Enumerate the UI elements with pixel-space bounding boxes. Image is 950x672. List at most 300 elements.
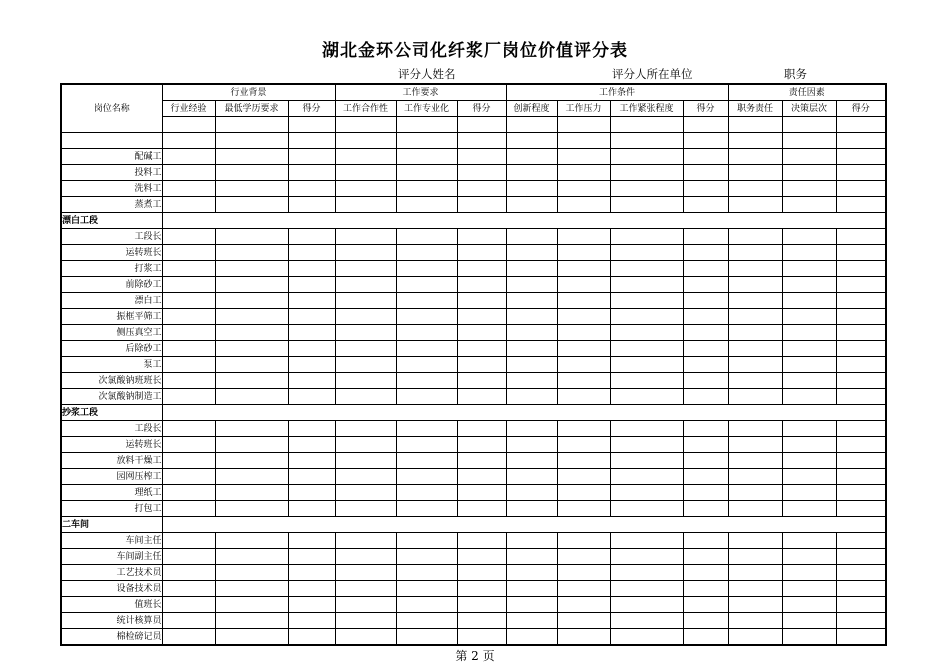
score-cell[interactable] [506,293,557,309]
score-cell[interactable] [782,613,836,629]
score-cell[interactable] [162,533,215,549]
score-cell[interactable] [162,501,215,517]
score-cell[interactable] [610,165,683,181]
score-cell[interactable] [557,165,610,181]
score-cell[interactable] [288,389,335,405]
score-cell[interactable] [557,149,610,165]
score-cell[interactable] [215,485,288,501]
score-cell[interactable] [396,437,457,453]
score-cell[interactable] [288,229,335,245]
score-cell[interactable] [683,501,728,517]
score-cell[interactable] [215,533,288,549]
score-cell[interactable] [215,245,288,261]
score-cell[interactable] [506,597,557,613]
score-cell[interactable] [782,165,836,181]
score-cell[interactable] [215,293,288,309]
score-cell[interactable] [683,421,728,437]
score-cell[interactable] [836,613,886,629]
score-cell[interactable] [457,245,506,261]
score-cell[interactable] [162,373,215,389]
score-cell[interactable] [683,629,728,646]
score-cell[interactable] [683,293,728,309]
score-cell[interactable] [683,261,728,277]
score-cell[interactable] [457,453,506,469]
score-cell[interactable] [506,245,557,261]
score-cell[interactable] [396,581,457,597]
score-cell[interactable] [782,629,836,646]
score-cell[interactable] [610,245,683,261]
score-cell[interactable] [728,501,782,517]
score-cell[interactable] [288,197,335,213]
score-cell[interactable] [836,565,886,581]
score-cell[interactable] [457,325,506,341]
score-cell[interactable] [610,325,683,341]
score-cell[interactable] [288,485,335,501]
score-cell[interactable] [557,581,610,597]
score-cell[interactable] [288,181,335,197]
score-cell[interactable] [610,597,683,613]
score-cell[interactable] [782,485,836,501]
score-cell[interactable] [288,325,335,341]
score-cell[interactable] [728,133,782,149]
score-cell[interactable] [836,437,886,453]
score-cell[interactable] [335,149,396,165]
score-cell[interactable] [610,549,683,565]
score-cell[interactable] [836,181,886,197]
score-cell[interactable] [836,165,886,181]
score-cell[interactable] [288,133,335,149]
score-cell[interactable] [728,597,782,613]
score-cell[interactable] [335,133,396,149]
score-cell[interactable] [162,325,215,341]
score-cell[interactable] [506,565,557,581]
score-cell[interactable] [728,357,782,373]
score-cell[interactable] [728,325,782,341]
score-cell[interactable] [288,437,335,453]
score-cell[interactable] [557,629,610,646]
score-cell[interactable] [335,245,396,261]
score-cell[interactable] [396,229,457,245]
score-cell[interactable] [457,341,506,357]
score-cell[interactable] [557,469,610,485]
score-cell[interactable] [836,581,886,597]
score-cell[interactable] [396,485,457,501]
score-cell[interactable] [728,437,782,453]
score-cell[interactable] [557,533,610,549]
score-cell[interactable] [457,133,506,149]
score-cell[interactable] [162,197,215,213]
score-cell[interactable] [288,245,335,261]
score-cell[interactable] [215,277,288,293]
score-cell[interactable] [728,453,782,469]
score-cell[interactable] [506,133,557,149]
score-cell[interactable] [683,389,728,405]
score-cell[interactable] [457,261,506,277]
score-cell[interactable] [162,453,215,469]
score-cell[interactable] [683,229,728,245]
score-cell[interactable] [288,277,335,293]
score-cell[interactable] [288,165,335,181]
score-cell[interactable] [396,309,457,325]
score-cell[interactable] [396,597,457,613]
score-cell[interactable] [683,597,728,613]
score-cell[interactable] [396,133,457,149]
score-cell[interactable] [782,197,836,213]
score-cell[interactable] [836,277,886,293]
score-cell[interactable] [557,501,610,517]
score-cell[interactable] [782,133,836,149]
score-cell[interactable] [215,549,288,565]
score-cell[interactable] [396,453,457,469]
score-cell[interactable] [782,533,836,549]
score-cell[interactable] [683,485,728,501]
score-cell[interactable] [335,197,396,213]
score-cell[interactable] [610,261,683,277]
score-cell[interactable] [162,389,215,405]
score-cell[interactable] [557,613,610,629]
score-cell[interactable] [782,293,836,309]
score-cell[interactable] [457,197,506,213]
score-cell[interactable] [557,453,610,469]
score-cell[interactable] [728,229,782,245]
score-cell[interactable] [557,325,610,341]
score-cell[interactable] [215,581,288,597]
score-cell[interactable] [557,277,610,293]
score-cell[interactable] [728,165,782,181]
score-cell[interactable] [457,613,506,629]
score-cell[interactable] [215,133,288,149]
score-cell[interactable] [782,341,836,357]
score-cell[interactable] [457,421,506,437]
score-cell[interactable] [683,613,728,629]
score-cell[interactable] [610,149,683,165]
score-cell[interactable] [457,485,506,501]
score-cell[interactable] [162,565,215,581]
score-cell[interactable] [162,133,215,149]
score-cell[interactable] [782,469,836,485]
score-cell[interactable] [506,325,557,341]
score-cell[interactable] [506,437,557,453]
score-cell[interactable] [288,453,335,469]
score-cell[interactable] [728,389,782,405]
score-cell[interactable] [162,437,215,453]
score-cell[interactable] [457,293,506,309]
score-cell[interactable] [506,613,557,629]
score-cell[interactable] [506,581,557,597]
score-cell[interactable] [396,357,457,373]
score-cell[interactable] [728,149,782,165]
score-cell[interactable] [557,261,610,277]
score-cell[interactable] [288,309,335,325]
score-cell[interactable] [683,245,728,261]
score-cell[interactable] [836,325,886,341]
score-cell[interactable] [335,485,396,501]
score-cell[interactable] [215,501,288,517]
score-cell[interactable] [506,341,557,357]
score-cell[interactable] [683,437,728,453]
score-cell[interactable] [162,421,215,437]
score-cell[interactable] [215,389,288,405]
score-cell[interactable] [557,229,610,245]
score-cell[interactable] [215,165,288,181]
score-cell[interactable] [683,309,728,325]
score-cell[interactable] [288,581,335,597]
score-cell[interactable] [782,501,836,517]
score-cell[interactable] [162,485,215,501]
score-cell[interactable] [728,629,782,646]
score-cell[interactable] [288,597,335,613]
score-cell[interactable] [557,197,610,213]
score-cell[interactable] [683,341,728,357]
score-cell[interactable] [288,421,335,437]
score-cell[interactable] [728,549,782,565]
score-cell[interactable] [506,453,557,469]
score-cell[interactable] [335,629,396,646]
score-cell[interactable] [782,277,836,293]
score-cell[interactable] [506,533,557,549]
score-cell[interactable] [335,341,396,357]
score-cell[interactable] [396,533,457,549]
score-cell[interactable] [782,373,836,389]
score-cell[interactable] [335,533,396,549]
score-cell[interactable] [335,373,396,389]
score-cell[interactable] [782,181,836,197]
score-cell[interactable] [782,437,836,453]
score-cell[interactable] [215,261,288,277]
score-cell[interactable] [836,261,886,277]
score-cell[interactable] [610,277,683,293]
score-cell[interactable] [782,389,836,405]
score-cell[interactable] [683,549,728,565]
score-cell[interactable] [162,549,215,565]
score-cell[interactable] [457,565,506,581]
score-cell[interactable] [557,293,610,309]
score-cell[interactable] [506,501,557,517]
score-cell[interactable] [506,373,557,389]
score-cell[interactable] [215,341,288,357]
score-cell[interactable] [728,261,782,277]
score-cell[interactable] [288,469,335,485]
score-cell[interactable] [457,629,506,646]
score-cell[interactable] [288,565,335,581]
score-cell[interactable] [162,629,215,646]
score-cell[interactable] [162,597,215,613]
score-cell[interactable] [728,581,782,597]
score-cell[interactable] [836,549,886,565]
score-cell[interactable] [396,389,457,405]
score-cell[interactable] [215,197,288,213]
score-cell[interactable] [610,629,683,646]
score-cell[interactable] [162,181,215,197]
score-cell[interactable] [610,197,683,213]
score-cell[interactable] [836,341,886,357]
score-cell[interactable] [215,373,288,389]
score-cell[interactable] [506,485,557,501]
score-cell[interactable] [728,613,782,629]
score-cell[interactable] [683,133,728,149]
score-cell[interactable] [610,581,683,597]
score-cell[interactable] [557,357,610,373]
score-cell[interactable] [728,469,782,485]
score-cell[interactable] [836,309,886,325]
score-cell[interactable] [162,341,215,357]
score-cell[interactable] [610,437,683,453]
score-cell[interactable] [396,277,457,293]
score-cell[interactable] [335,325,396,341]
score-cell[interactable] [836,629,886,646]
score-cell[interactable] [728,277,782,293]
score-cell[interactable] [728,341,782,357]
score-cell[interactable] [288,501,335,517]
score-cell[interactable] [288,357,335,373]
score-cell[interactable] [683,197,728,213]
score-cell[interactable] [610,229,683,245]
score-cell[interactable] [683,181,728,197]
score-cell[interactable] [610,421,683,437]
score-cell[interactable] [457,181,506,197]
score-cell[interactable] [782,309,836,325]
score-cell[interactable] [396,197,457,213]
score-cell[interactable] [335,581,396,597]
score-cell[interactable] [610,133,683,149]
score-cell[interactable] [557,309,610,325]
score-cell[interactable] [396,501,457,517]
score-cell[interactable] [215,453,288,469]
score-cell[interactable] [396,469,457,485]
score-cell[interactable] [782,261,836,277]
score-cell[interactable] [610,181,683,197]
score-cell[interactable] [335,165,396,181]
score-cell[interactable] [782,581,836,597]
score-cell[interactable] [215,613,288,629]
score-cell[interactable] [836,469,886,485]
score-cell[interactable] [162,277,215,293]
score-cell[interactable] [215,469,288,485]
score-cell[interactable] [396,261,457,277]
score-cell[interactable] [288,341,335,357]
score-cell[interactable] [836,389,886,405]
score-cell[interactable] [335,437,396,453]
score-cell[interactable] [506,389,557,405]
score-cell[interactable] [506,149,557,165]
score-cell[interactable] [335,181,396,197]
score-cell[interactable] [683,565,728,581]
score-cell[interactable] [288,261,335,277]
score-cell[interactable] [215,325,288,341]
score-cell[interactable] [557,133,610,149]
score-cell[interactable] [288,533,335,549]
score-cell[interactable] [506,229,557,245]
score-cell[interactable] [396,181,457,197]
score-cell[interactable] [457,229,506,245]
score-cell[interactable] [683,357,728,373]
score-cell[interactable] [396,325,457,341]
score-cell[interactable] [836,485,886,501]
score-cell[interactable] [457,357,506,373]
score-cell[interactable] [683,277,728,293]
score-cell[interactable] [457,389,506,405]
score-cell[interactable] [728,533,782,549]
score-cell[interactable] [162,165,215,181]
score-cell[interactable] [506,277,557,293]
score-cell[interactable] [557,341,610,357]
score-cell[interactable] [782,325,836,341]
score-cell[interactable] [506,469,557,485]
score-cell[interactable] [683,373,728,389]
score-cell[interactable] [396,629,457,646]
score-cell[interactable] [215,181,288,197]
score-cell[interactable] [396,565,457,581]
score-cell[interactable] [728,197,782,213]
score-cell[interactable] [836,133,886,149]
score-cell[interactable] [162,309,215,325]
score-cell[interactable] [683,469,728,485]
score-cell[interactable] [335,469,396,485]
score-cell[interactable] [683,453,728,469]
score-cell[interactable] [215,309,288,325]
score-cell[interactable] [557,373,610,389]
score-cell[interactable] [162,469,215,485]
score-cell[interactable] [610,453,683,469]
score-cell[interactable] [728,245,782,261]
score-cell[interactable] [836,453,886,469]
score-cell[interactable] [162,261,215,277]
score-cell[interactable] [335,597,396,613]
score-cell[interactable] [683,165,728,181]
score-cell[interactable] [288,149,335,165]
score-cell[interactable] [728,485,782,501]
score-cell[interactable] [782,245,836,261]
score-cell[interactable] [782,229,836,245]
score-cell[interactable] [457,309,506,325]
score-cell[interactable] [215,421,288,437]
score-cell[interactable] [335,565,396,581]
score-cell[interactable] [610,485,683,501]
score-cell[interactable] [557,389,610,405]
score-cell[interactable] [457,597,506,613]
score-cell[interactable] [162,357,215,373]
score-cell[interactable] [335,293,396,309]
score-cell[interactable] [782,149,836,165]
score-cell[interactable] [335,389,396,405]
score-cell[interactable] [215,149,288,165]
score-cell[interactable] [610,565,683,581]
score-cell[interactable] [557,565,610,581]
score-cell[interactable] [288,549,335,565]
score-cell[interactable] [162,293,215,309]
score-cell[interactable] [215,597,288,613]
score-cell[interactable] [396,613,457,629]
score-cell[interactable] [557,549,610,565]
score-cell[interactable] [610,357,683,373]
score-cell[interactable] [782,421,836,437]
score-cell[interactable] [335,421,396,437]
score-cell[interactable] [335,277,396,293]
score-cell[interactable] [457,373,506,389]
score-cell[interactable] [457,277,506,293]
score-cell[interactable] [396,373,457,389]
score-cell[interactable] [836,533,886,549]
score-cell[interactable] [457,149,506,165]
score-cell[interactable] [396,165,457,181]
score-cell[interactable] [782,453,836,469]
score-cell[interactable] [396,245,457,261]
score-cell[interactable] [288,629,335,646]
score-cell[interactable] [215,565,288,581]
score-cell[interactable] [836,149,886,165]
score-cell[interactable] [836,357,886,373]
score-cell[interactable] [396,549,457,565]
